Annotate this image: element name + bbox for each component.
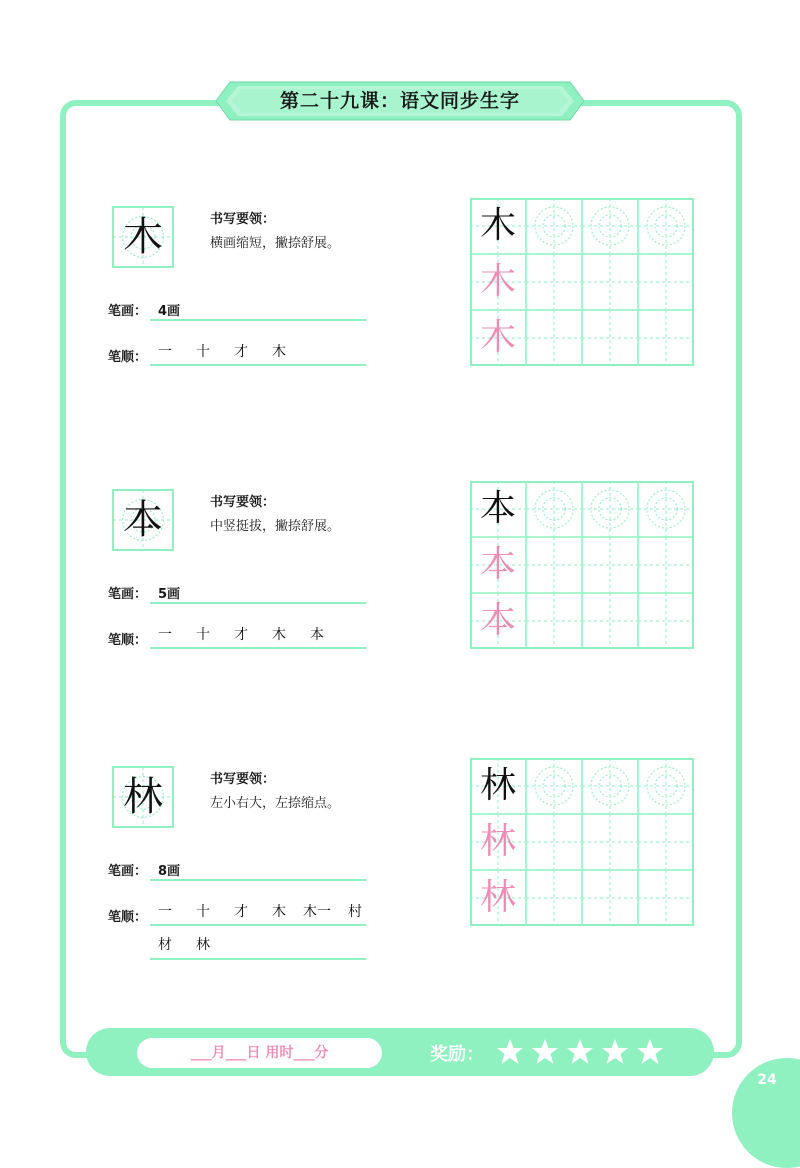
stroke-step: 木: [272, 344, 286, 360]
tips-text: 左小右大，左捺缩点。: [210, 796, 341, 811]
grid-trace-char: 林: [479, 821, 516, 862]
star-icon: [566, 1038, 594, 1066]
stroke-order-label: 笔顺：: [108, 633, 148, 648]
model-char: 林: [123, 774, 163, 820]
stroke-order-label: 笔顺：: [108, 350, 148, 365]
grid-model-char: 本: [479, 488, 516, 529]
underline: [150, 958, 366, 960]
strokes-label: 笔画：: [108, 587, 148, 602]
page-number: 24: [757, 1072, 777, 1088]
practice-grid: [470, 758, 694, 926]
date-time-record: ___月___日 用时___分: [190, 1045, 329, 1061]
strokes-label: 笔画：: [108, 864, 148, 879]
grid-trace-char: 本: [479, 544, 516, 585]
grid-trace-char: 本: [479, 600, 516, 641]
model-char: 本: [123, 497, 163, 543]
tips-title: 书写要领：: [210, 495, 276, 510]
practice-grid: [470, 198, 694, 366]
grid-trace-char: 木: [479, 317, 516, 358]
stroke-step: 材: [158, 937, 172, 953]
star-icon: [636, 1038, 664, 1066]
tips-text: 中竖挺拔，撇捺舒展。: [210, 519, 341, 534]
model-char-box: [112, 766, 174, 828]
stroke-step: 一: [158, 344, 172, 360]
practice-grid: [470, 481, 694, 649]
stroke-step: 十: [196, 627, 210, 643]
grid-model-char: 木: [479, 205, 516, 246]
stroke-step: 木一: [303, 904, 331, 920]
stroke-step: 才: [234, 904, 248, 920]
star-icon: [601, 1038, 629, 1066]
stroke-step: 林: [196, 937, 210, 953]
grid-model-char: 林: [479, 765, 516, 806]
lesson-block: [0, 206, 800, 506]
page-title: 第二十九课：语文同步生字: [279, 90, 520, 112]
strokes-count: 5画: [158, 587, 181, 602]
stroke-step: 十: [196, 904, 210, 920]
model-char-box: [112, 206, 174, 268]
tips-text: 横画缩短，撇捺舒展。: [210, 236, 341, 251]
underline: [150, 879, 366, 881]
stroke-step: 才: [234, 627, 248, 643]
underline: [150, 364, 366, 366]
strokes-count: 8画: [158, 864, 181, 879]
tips-title: 书写要领：: [210, 772, 276, 787]
tips-title: 书写要领：: [210, 212, 276, 227]
stroke-step: 一: [158, 627, 172, 643]
stroke-step: 木: [272, 627, 286, 643]
underline: [150, 602, 366, 604]
underline: [150, 647, 366, 649]
stroke-step: 村: [348, 904, 362, 920]
star-icon: [496, 1038, 524, 1066]
underline: [150, 924, 366, 926]
stroke-step: 本: [310, 627, 324, 643]
stroke-order-label: 笔顺：: [108, 910, 148, 925]
grid-trace-char: 林: [479, 877, 516, 918]
stroke-step: 木: [272, 904, 286, 920]
star-icon: [531, 1038, 559, 1066]
lesson-block: [0, 766, 800, 1066]
model-char-box: [112, 489, 174, 551]
title-banner: [212, 80, 588, 122]
reward-label: 奖励：: [430, 1044, 484, 1065]
stroke-step: 十: [196, 344, 210, 360]
strokes-count: 4画: [158, 304, 181, 319]
model-char: 木: [123, 214, 163, 260]
grid-trace-char: 木: [479, 261, 516, 302]
lesson-block: [0, 489, 800, 789]
stroke-step: 一: [158, 904, 172, 920]
stroke-step: 才: [234, 344, 248, 360]
underline: [150, 319, 366, 321]
strokes-label: 笔画：: [108, 304, 148, 319]
